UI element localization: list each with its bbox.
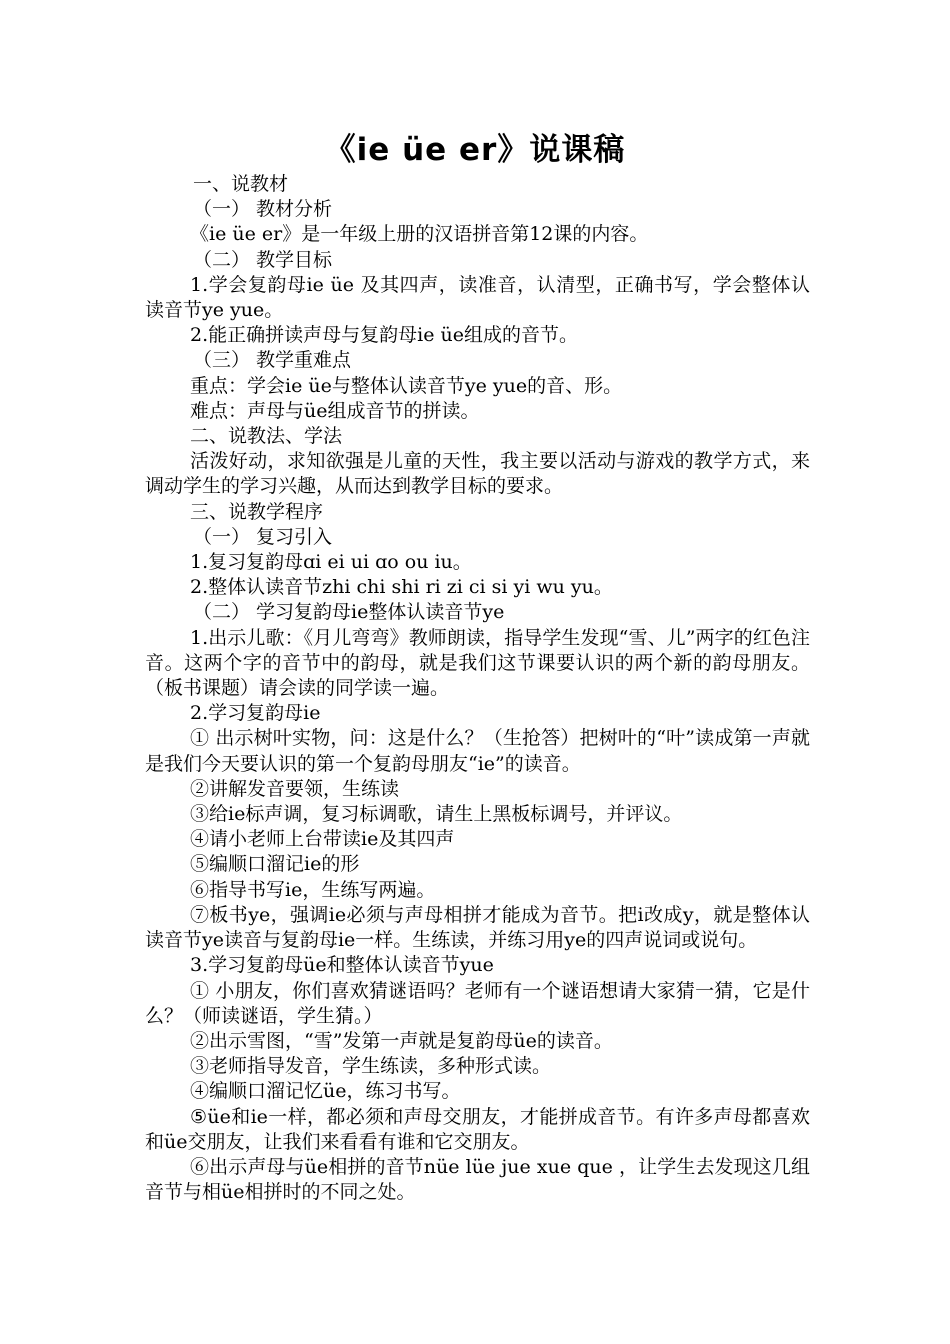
paragraph: 二、说教法、学法 — [190, 425, 343, 448]
paragraph: ②出示雪图，“雪”发第一声就是复韵母üe的读音。 — [190, 1029, 613, 1052]
paragraph: 难点：声母与üe组成音节的拼读。 — [190, 399, 480, 422]
paragraph: 三、说教学程序 — [190, 500, 324, 523]
paragraph: ⑥出示声母与üe相拼的音节nüe lüe jue xue que ，让学生去发现这几组音节与相üe相拼时的不同之处。 — [145, 1155, 810, 1204]
document-body — [145, 172, 810, 1205]
paragraph: 一、说教材 — [193, 173, 289, 195]
paragraph: 2.整体认读音节zhi chi shi ri zi ci si yi wu yu。 — [190, 576, 613, 599]
paragraph: 3.学习复韵母üe和整体认读音节yue — [190, 954, 494, 977]
paragraph: ④请小老师上台带读ie及其四声 — [190, 828, 455, 851]
paragraph: 重点：学会ie üe与整体认读音节ye yue的音、形。 — [190, 374, 623, 397]
paragraph: 《ie üe er》是一年级上册的汉语拼音第12课的内容。 — [190, 223, 649, 246]
paragraph: ⑥指导书写ie，生练写两遍。 — [190, 878, 436, 901]
paragraph: 1.复习复韵母ɑi ei ui ɑo ou iu。 — [190, 551, 472, 574]
paragraph: ④编顺口溜记忆üe，练习书写。 — [190, 1080, 461, 1103]
paragraph: ① 出示树叶实物，问：这是什么？（生抢答）把树叶的“叶”读成第一声就是我们今天要认识的第一个复韵母朋友“ie”的读音。 — [145, 727, 810, 775]
paragraph: ⑤编顺口溜记ie的形 — [190, 853, 360, 876]
paragraph: 2.能正确拼读声母与复韵母ie üe组成的音节。 — [190, 324, 578, 347]
paragraph: 1.出示儿歌：《月儿弯弯》教师朗读，指导学生发现“雪、儿”两字的红色注音。这两个字的音节中的韵母，就是我们这节课要认识的两个新的韵母朋友。（板书课题）请会读的同学读一遍。 — [145, 626, 810, 700]
paragraph: （二） 学习复韵母ie整体认读音节ye — [193, 601, 505, 624]
paragraph: （一） 复习引入 — [193, 525, 333, 548]
paragraph: ⑦板书ye，强调ie必须与声母相拼才能成为音节。把i改成y，就是整体认读音节ye读音与复韵母ie一样。生练读，并练习用ye的四声说词或说句。 — [145, 903, 810, 952]
paragraph: （二） 教学目标 — [193, 248, 333, 271]
paragraph: ③老师指导发音，学生练读，多种形式读。 — [190, 1055, 552, 1078]
paragraph: （一） 教材分析 — [193, 198, 333, 221]
paragraph: 1.学会复韵母ie üe 及其四声，读准音，认清型，正确书写，学会整体认读音节ye yue。 — [145, 273, 810, 322]
paragraph: （三） 教学重难点 — [193, 349, 352, 372]
paragraph: ②讲解发音要领，生练读 — [190, 777, 400, 800]
document-title: 《ie üe er》说课稿 — [324, 132, 626, 168]
paragraph: 活泼好动，求知欲强是儿童的天性，我主要以活动与游戏的教学方式，来调动学生的学习兴趣，从而达到教学目标的要求。 — [145, 450, 810, 498]
paragraph: 2.学习复韵母ie — [190, 702, 321, 725]
paragraph: ① 小朋友，你们喜欢猜谜语吗？老师有一个谜语想请大家猜一猜，它是什么？（师读谜语，学生猜。） — [145, 979, 810, 1027]
paragraph: ③给ie标声调，复习标调歌，请生上黑板标调号，并评议。 — [190, 803, 683, 826]
paragraph: ⑤üe和ie一样，都必须和声母交朋友，才能拼成音节。有许多声母都喜欢和üe交朋友，让我们来看看有谁和它交朋友。 — [145, 1105, 810, 1153]
